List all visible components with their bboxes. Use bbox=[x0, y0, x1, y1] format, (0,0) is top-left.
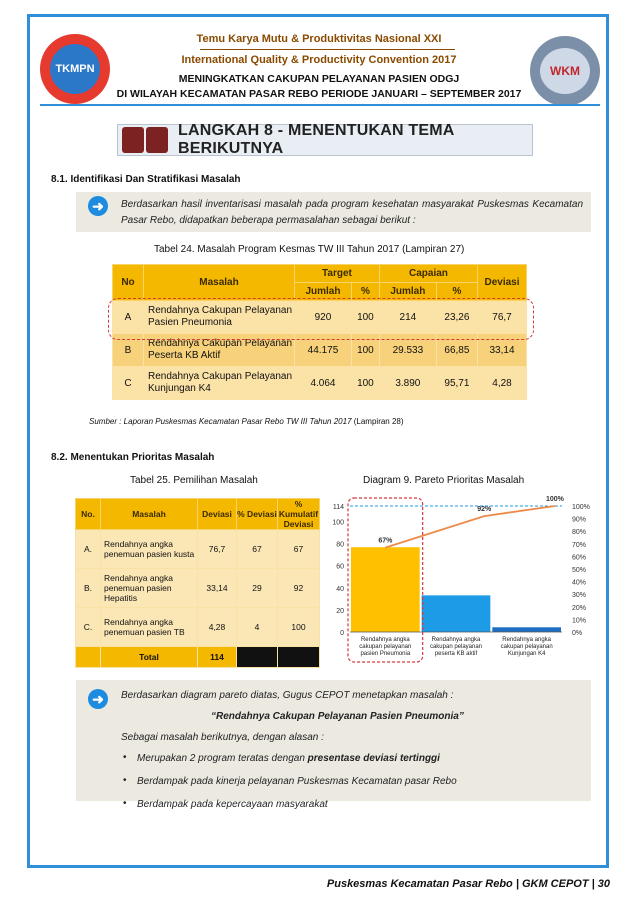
page-footer: Puskesmas Kecamatan Pasar Rebo | GKM CEPOT | 30 bbox=[326, 878, 610, 890]
y-tick-label: 60 bbox=[336, 563, 344, 571]
diagram-9-caption: Diagram 9. Pareto Prioritas Masalah bbox=[363, 475, 525, 486]
cell-masalah: Rendahnya angka penemuan pasien TB bbox=[101, 608, 198, 647]
cell-masalah: Rendahnya Cakupan Pelayanan Pasien Pneumonia bbox=[144, 301, 295, 334]
header-project-title: MENINGKATKAN CAKUPAN PELAYANAN PASIEN ODGJ bbox=[178, 73, 460, 85]
list-item: • Berdampak pada kinerja pelayanan Puskesmas Kecamatan pasar Rebo bbox=[121, 774, 583, 790]
pareto-bar bbox=[351, 547, 420, 632]
cell-target-jumlah: 920 bbox=[295, 301, 352, 334]
wkm-logo: WKM bbox=[530, 36, 600, 106]
y-tick-label: 40 bbox=[336, 585, 344, 593]
col-header-pct-kumulatif: % Kumulatif Deviasi bbox=[278, 499, 319, 529]
cell-deviasi: 33,14 bbox=[198, 569, 237, 608]
cell-no: A. bbox=[76, 530, 101, 569]
y2-tick-label: 100% bbox=[572, 504, 590, 511]
cell-masalah: Rendahnya angka penemuan pasien kusta bbox=[101, 530, 198, 569]
category-label: cakupan pelayanan bbox=[359, 644, 412, 650]
y2-tick-label: 90% bbox=[572, 516, 587, 524]
table-row bbox=[113, 367, 527, 400]
pareto-bar bbox=[422, 595, 491, 632]
header-separator bbox=[40, 104, 600, 106]
y2-tick-label: 80% bbox=[572, 529, 587, 537]
col-header-no: No. bbox=[76, 499, 101, 530]
col-header-target: Target bbox=[295, 265, 380, 283]
category-label: peserta KB aktif bbox=[434, 651, 478, 657]
total-label: Total bbox=[101, 647, 198, 668]
category-label: cakupan pelayanan bbox=[429, 644, 483, 650]
header-divider bbox=[200, 49, 455, 50]
note-text: Berdasarkan hasil inventarisasi masalah pada program kesehatan masyarakat Puskesmas Kecamatan Pasar Rebo, didapatkan beberapa permasalahan sebagai berikut : bbox=[121, 199, 583, 226]
cell-no: B. bbox=[76, 569, 101, 608]
category-label: Rendahnya angka bbox=[431, 637, 481, 643]
cell-no: A bbox=[113, 301, 144, 334]
conclusion-quote: “Rendahnya Cakupan Pelayanan Pasien Pneumonia” bbox=[211, 711, 464, 722]
y-tick-label: 80 bbox=[336, 541, 344, 549]
highlight-dashed-row bbox=[108, 298, 534, 340]
cell-pct-kumulatif: 67 bbox=[278, 530, 320, 569]
cell-target-jumlah: 4.064 bbox=[295, 367, 352, 400]
banner-photos bbox=[122, 127, 168, 153]
reason-list bbox=[121, 751, 583, 813]
cell-deviasi: 33,14 bbox=[478, 334, 527, 367]
total-value: 114 bbox=[198, 647, 237, 668]
col-header-masalah: Masalah bbox=[101, 499, 198, 530]
col-header-no: No bbox=[113, 265, 144, 301]
source-lampiran: (Lampiran 28) bbox=[351, 417, 404, 426]
col-header-target-pct: % bbox=[351, 283, 379, 301]
table-row bbox=[76, 530, 320, 569]
cell-deviasi: 76,7 bbox=[478, 301, 527, 334]
cumulative-label: 67% bbox=[378, 537, 393, 545]
cell-deviasi: 76,7 bbox=[198, 530, 237, 569]
pareto-chart bbox=[322, 494, 588, 666]
cell-capaian-jumlah: 214 bbox=[379, 301, 436, 334]
col-header-pct-deviasi: % Deviasi bbox=[237, 499, 278, 530]
category-label: Kunjungan K4 bbox=[507, 651, 546, 657]
col-header-capaian-pct: % bbox=[436, 283, 477, 301]
cell-masalah: Rendahnya Cakupan Pelayanan Kunjungan K4 bbox=[144, 367, 295, 400]
header-convention-title: International Quality & Productivity Convention 2017 bbox=[181, 54, 457, 66]
cell-no: C bbox=[113, 367, 144, 400]
pareto-bar bbox=[492, 627, 561, 632]
cumulative-label: 92% bbox=[477, 506, 492, 514]
col-header-target-jumlah: Jumlah bbox=[295, 283, 352, 301]
cell-target-pct: 100 bbox=[351, 334, 379, 367]
y-tick-label: 114 bbox=[332, 504, 344, 511]
y2-tick-label: 20% bbox=[572, 604, 587, 612]
col-header-capaian: Capaian bbox=[379, 265, 477, 283]
cell-capaian-jumlah: 3.890 bbox=[379, 367, 436, 400]
cell-capaian-pct: 66,85 bbox=[436, 334, 477, 367]
arrow-right-icon: ➜ bbox=[88, 689, 108, 709]
y2-tick-label: 60% bbox=[572, 554, 587, 562]
cell-masalah: Rendahnya angka penemuan pasien Hepatitis bbox=[101, 569, 198, 608]
cell-capaian-jumlah: 29.533 bbox=[379, 334, 436, 367]
cell-deviasi: 4,28 bbox=[478, 367, 527, 400]
cell-pct-deviasi: 29 bbox=[237, 569, 278, 608]
y2-tick-label: 50% bbox=[572, 567, 587, 574]
note-box-identification bbox=[76, 192, 591, 232]
y2-tick-label: 70% bbox=[572, 541, 587, 549]
cumulative-label: 100% bbox=[545, 496, 564, 503]
arrow-right-icon: ➜ bbox=[88, 196, 108, 216]
cell-masalah: Rendahnya Cakupan Pelayanan Peserta KB Aktif bbox=[144, 334, 295, 367]
cell-capaian-pct: 23,26 bbox=[436, 301, 477, 334]
col-header-capaian-jumlah: Jumlah bbox=[379, 283, 436, 301]
y-tick-label: 20 bbox=[336, 607, 344, 615]
person-photo bbox=[146, 127, 168, 153]
reason-bold-text: presentase deviasi tertinggi bbox=[307, 753, 440, 764]
reason-text: Merupakan 2 program teratas dengan bbox=[137, 753, 308, 764]
conclusion-reason-intro: Sebagai masalah berikutnya, dengan alasan : bbox=[121, 732, 324, 743]
cell-target-jumlah: 44.175 bbox=[295, 334, 352, 367]
y2-tick-label: 10% bbox=[572, 617, 587, 625]
list-item bbox=[121, 751, 583, 767]
y-tick-label: 0 bbox=[340, 630, 344, 637]
category-label: cakupan pelayanan bbox=[500, 644, 553, 650]
tkmpn-logo: TKMPN bbox=[40, 34, 110, 104]
y2-tick-label: 30% bbox=[572, 592, 587, 600]
table-row bbox=[76, 569, 320, 608]
cell-no: C. bbox=[76, 608, 101, 647]
category-label: Rendahnya angka bbox=[502, 637, 552, 643]
cell-capaian-pct: 95,71 bbox=[436, 367, 477, 400]
y-tick-label: 100 bbox=[332, 519, 344, 527]
cell-pct-deviasi: 4 bbox=[237, 608, 278, 647]
header-project-period: DI WILAYAH KECAMATAN PASAR REBO PERIODE JANUARI – SEPTEMBER 2017 bbox=[116, 88, 522, 100]
table-total-row bbox=[76, 647, 320, 668]
source-italic: Sumber : Laporan Puskesmas Kecamatan Pasar Rebo TW III Tahun 2017 bbox=[89, 417, 352, 426]
table-24-source bbox=[89, 417, 404, 426]
header-event-title: Temu Karya Mutu & Produktivitas Nasional XXI bbox=[196, 33, 442, 45]
section-heading-8-1: 8.1. Identifikasi Dan Stratifikasi Masalah bbox=[51, 174, 241, 185]
y2-tick-label: 40% bbox=[572, 579, 587, 587]
y2-tick-label: 0% bbox=[572, 630, 583, 637]
cell-target-pct: 100 bbox=[351, 301, 379, 334]
col-header-masalah: Masalah bbox=[144, 265, 295, 301]
cell-no: B bbox=[113, 334, 144, 367]
table-row bbox=[76, 608, 320, 647]
cell-pct-kumulatif: 92 bbox=[278, 569, 320, 608]
col-header-deviasi: Deviasi bbox=[478, 265, 527, 301]
category-label: pasien Pneumonia bbox=[360, 651, 411, 657]
col-header-deviasi: Deviasi bbox=[198, 499, 237, 530]
person-photo bbox=[122, 127, 144, 153]
table-25-caption: Tabel 25. Pemilihan Masalah bbox=[130, 475, 258, 486]
conclusion-intro: Berdasarkan diagram pareto diatas, Gugus CEPOT menetapkan masalah : bbox=[121, 690, 454, 701]
category-label: Rendahnya angka bbox=[360, 637, 410, 643]
table-25 bbox=[75, 498, 320, 668]
cell-pct-deviasi: 67 bbox=[237, 530, 278, 569]
list-item: • Berdampak pada kepercayaan masyarakat bbox=[121, 797, 583, 813]
cell-deviasi: 4,28 bbox=[198, 608, 237, 647]
cell-pct-kumulatif: 100 bbox=[278, 608, 320, 647]
banner-title: LANGKAH 8 - MENENTUKAN TEMA BERIKUTNYA bbox=[178, 122, 454, 157]
table-24-caption: Tabel 24. Masalah Program Kesmas TW III Tahun 2017 (Lampiran 27) bbox=[154, 244, 465, 255]
step-banner bbox=[117, 124, 533, 156]
section-heading-8-2: 8.2. Menentukan Prioritas Masalah bbox=[51, 452, 215, 463]
cell-target-pct: 100 bbox=[351, 367, 379, 400]
note-box-conclusion bbox=[76, 680, 591, 810]
